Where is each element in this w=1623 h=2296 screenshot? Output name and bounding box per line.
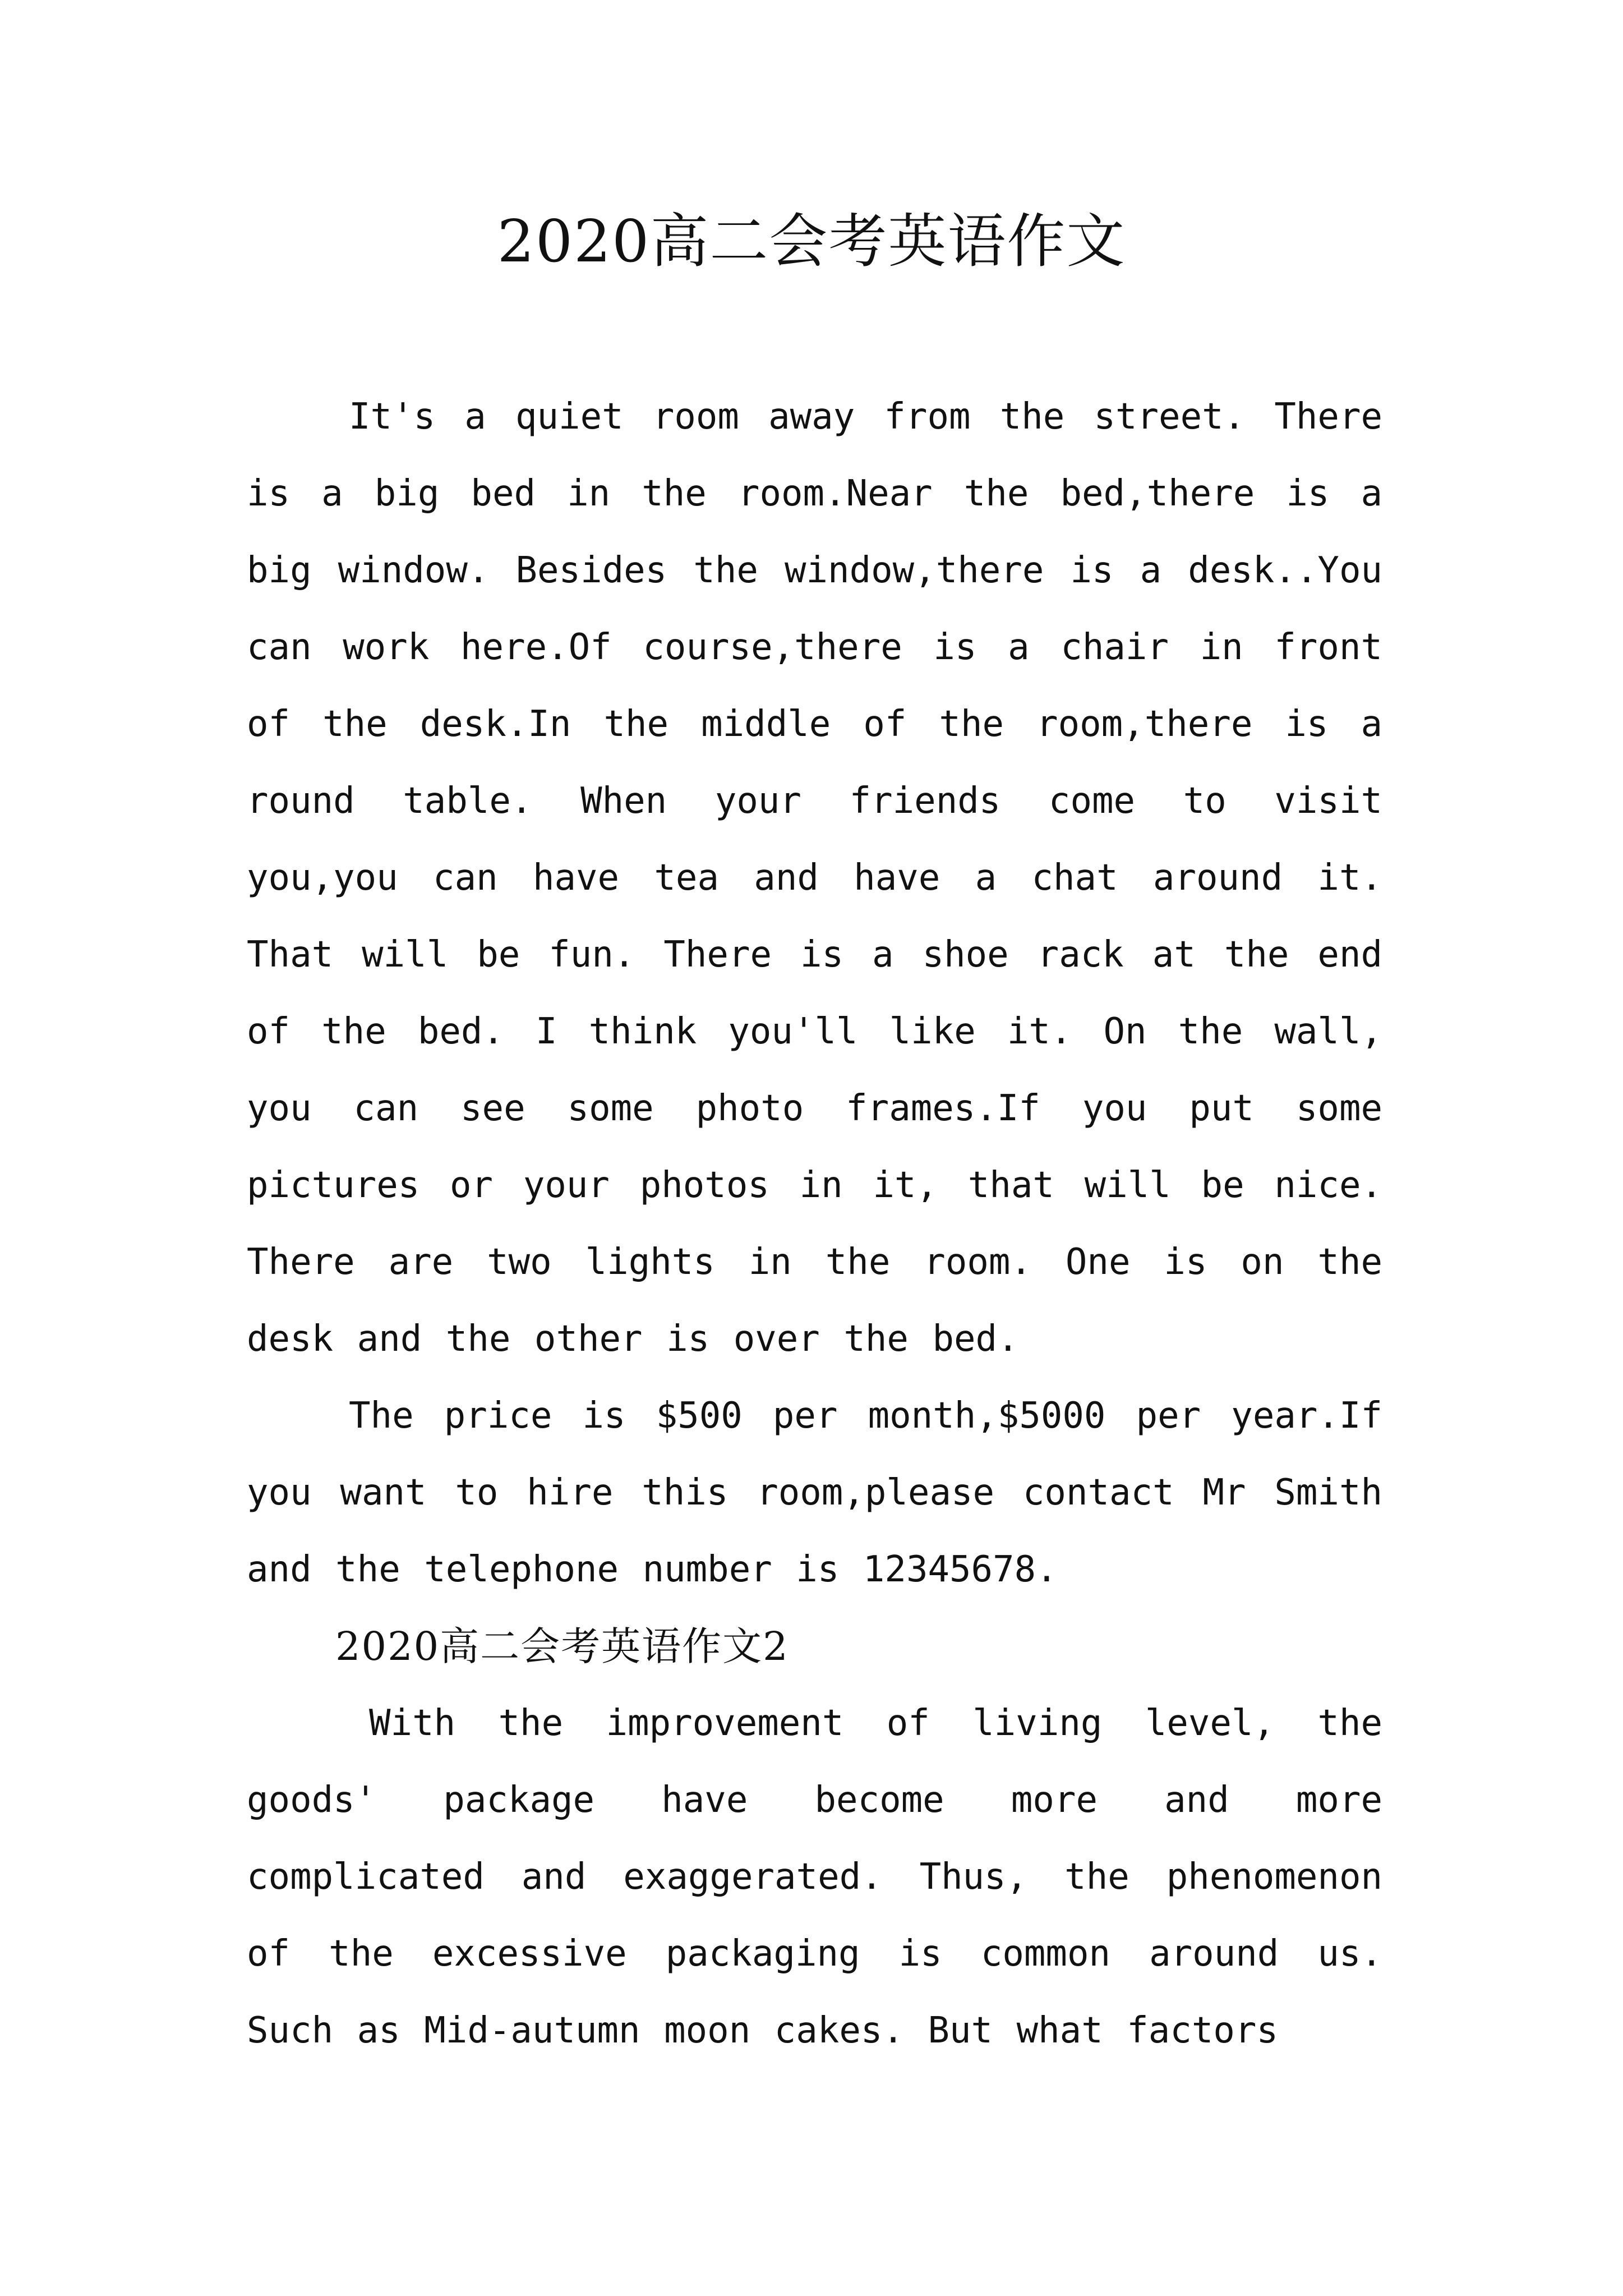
paragraph-packaging: With the improvement of living level, the goods' package have become more and more complicated and exaggerated. Thus, the phenomenon of the excessive packaging is common around us. Such as Mid-autumn moon cakes. But what factors: [247, 1703, 1382, 2051]
paragraph-price-contact: The price is $500 per month,$5000 per year.If you want to hire this room,please contact Mr Smith and the telephone number is 12345678.: [247, 1395, 1382, 1590]
section-subtitle: 2020高二会考英语作文2: [335, 1623, 789, 1669]
paragraph-room-description: It's a quiet room away from the street. There is a big bed in the room.Near the bed,there is a big window. Besides the window,there is a desk..You can work here.Of course,there is a chair in front of the desk.In the middle of the room,there is a round table. When your friends come to visit you,you can have tea and have a chat around it. That will be fun. There is a shoe rack at the end of the bed. I think you'll like it. On the wall, you can see some photo frames.If you put some pictures or your photos in it, that will be nice. There are two lights in the room. One is on the desk and the other is over the bed.: [247, 396, 1382, 1360]
document-title: 2020高二会考英语作文: [497, 207, 1126, 275]
document-body: [247, 379, 1382, 2069]
